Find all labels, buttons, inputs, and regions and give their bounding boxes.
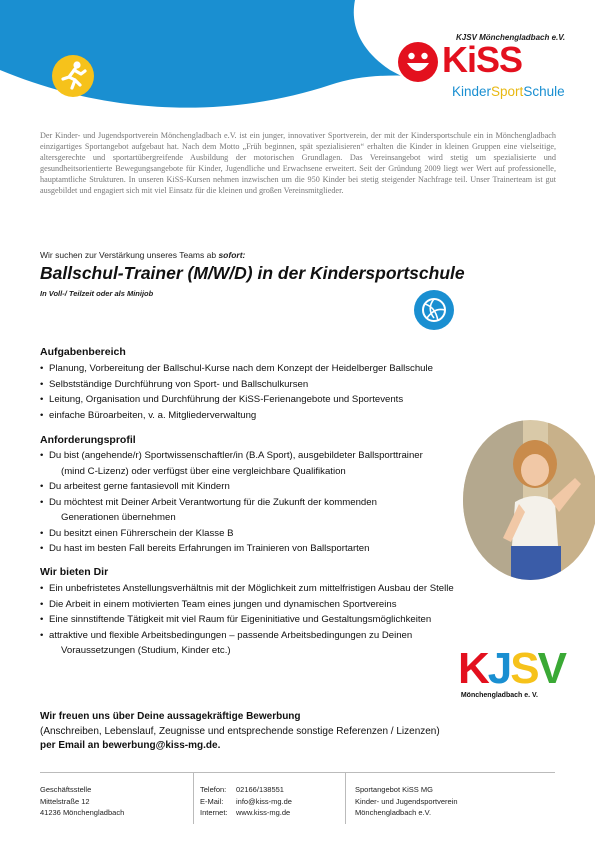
kiss-logo-face <box>398 42 438 82</box>
logo-sub-sport: Sport <box>491 84 524 99</box>
list-item: • Du bist (angehende/r) Sportwissenschaftler/in (B.A Sport), ausgebildeter Ballsporttrainer (mind C-Lizenz) oder verfügst über eine vergleichbare Qualifikation <box>40 448 423 479</box>
closing-line-1: Wir freuen uns über Deine aussagekräftige Bewerbung <box>40 711 301 722</box>
requirements-list <box>40 448 423 557</box>
footer-contact: Telefon: 02166/138551 E-Mail: info@kiss-mg.de Internet: www.kiss-mg.de <box>200 785 292 817</box>
kjsv-logo-subtitle: Mönchengladbach e. V. <box>460 692 538 699</box>
closing-line-3: per Email an bewerbung@kiss-mg.de. <box>40 740 221 751</box>
footer-column-divider <box>345 772 346 824</box>
child-photo-image <box>463 420 595 580</box>
section-heading-offer: Wir bieten Dir <box>40 566 109 578</box>
list-item: • Die Arbeit in einem motivierten Team eines jungen und dynamischen Sportvereins <box>40 597 454 613</box>
smiley-icon <box>398 42 438 82</box>
list-item: • attraktive und flexible Arbeitsbedingungen – passende Arbeitsbedingungen zu Deinen Voraussetzungen (Studium, Kinder etc.) <box>40 628 454 659</box>
list-item: • Ein unbefristetes Anstellungsverhältnis mit der Möglichkeit zum mittelfristigen Ausbau der Stelle <box>40 581 454 597</box>
job-type: In Voll-/ Teilzeit oder als Minijob <box>40 289 154 298</box>
tasks-list <box>40 361 433 423</box>
list-item: • Du arbeitest gerne fantasievoll mit Kindern <box>40 479 423 495</box>
kjsv-logo-letters: KJSV <box>458 644 565 693</box>
list-item: • Selbstständige Durchführung von Sport- und Ballschulkursen <box>40 377 433 393</box>
seek-line <box>40 250 245 260</box>
list-item: • Eine sinnstiftende Tätigkeit mit viel Raum für Eigeninitiative und Gestaltungsmöglichkeiten <box>40 612 454 628</box>
section-heading-requirements: Anforderungsprofil <box>40 434 136 446</box>
email-link[interactable]: info@kiss-mg.de <box>236 796 292 806</box>
logo-sub-schule: Schule <box>523 84 565 99</box>
offer-list <box>40 581 454 659</box>
footer-address: Geschäftsstelle Mittelstraße 12 41236 Mönchengladbach <box>40 785 125 817</box>
list-item: • Leitung, Organisation und Durchführung der KiSS-Ferienangebote und Sportevents <box>40 392 433 408</box>
list-item: • Planung, Vorbereitung der Ballschul-Kurse nach dem Konzept der Heidelberger Ballschule <box>40 361 433 377</box>
phone-number[interactable]: 02166/138551 <box>236 785 284 794</box>
list-item: • Du möchtest mit Deiner Arbeit Verantwortung für die Zukunft der kommenden Generationen übernehmen <box>40 495 423 526</box>
ball-badge <box>414 290 454 330</box>
kjsv-logo <box>458 644 565 708</box>
logo-sub-kinder: Kinder <box>452 84 492 99</box>
kiss-logo-subtitle <box>452 84 565 100</box>
intro-paragraph: Der Kinder- und Jugendsportverein Mönchengladbach e.V. ist ein junger, innovativer Sportverein, der mit der Kindersportschule ein in Mönchengladbach einzigartiges Sportangebot aufgebaut hat. Nach dem Motto „Früh beginnen, spät spezialisieren“ erhalten die Kinder in kleinen Gruppen eine vielseitige, altersgerechte und sportartübergreifende Ausbildung der motorischen Grundlagen. Das Vereinsangebot wird stetig um spezialisierte und gesundheitsorientierte Bewegungsangebote für Kinder, Jugendliche und Erwachsene erweitert. Seit der Gründung 2009 liegt wer Wert auf professionelle, hauptamtliche Strukturen. In unseren KiSS-Kursen nehmen inzwischen um die 950 Kinder bei stetig steigender Nachfrage teil. Unser Trainerteam ist gut ausgebildet und engagiert sich mit viel Einsatz für die kleinen und großen Vereinsmitglieder. <box>40 131 556 195</box>
seek-prefix: Wir suchen zur Verstärkung unseres Teams ab <box>40 250 217 260</box>
closing-line-2: (Anschreiben, Lebenslauf, Zeugnisse und entsprechende sonstige Referenzen / Lizenzen) <box>40 725 440 737</box>
seek-emphasis: sofort: <box>218 250 246 260</box>
closing-block <box>40 710 440 754</box>
kiss-logo-word: KiSS <box>442 39 523 80</box>
footer-divider <box>40 772 555 773</box>
list-item: • Du besitzt einen Führerschein der Klasse B <box>40 526 423 542</box>
runner-icon <box>52 55 94 97</box>
volleyball-icon <box>414 290 454 330</box>
list-item: • einfache Büroarbeiten, v. a. Mitgliederverwaltung <box>40 408 433 424</box>
list-item: • Du hast im besten Fall bereits Erfahrungen im Trainieren von Ballsportarten <box>40 541 423 557</box>
website-link[interactable]: www.kiss-mg.de <box>236 808 291 817</box>
job-title: Ballschul-Trainer (M/W/D) in der Kindersportschule <box>40 263 465 283</box>
runner-badge <box>52 55 94 97</box>
section-heading-tasks: Aufgabenbereich <box>40 346 126 358</box>
child-photo <box>463 420 595 580</box>
footer-column-divider <box>193 772 194 824</box>
footer-organization: Sportangebot KiSS MG Kinder- und Jugendsportverein Mönchengladbach e.V. <box>355 785 458 817</box>
org-tagline: KJSV Mönchengladbach e.V. <box>456 33 566 42</box>
